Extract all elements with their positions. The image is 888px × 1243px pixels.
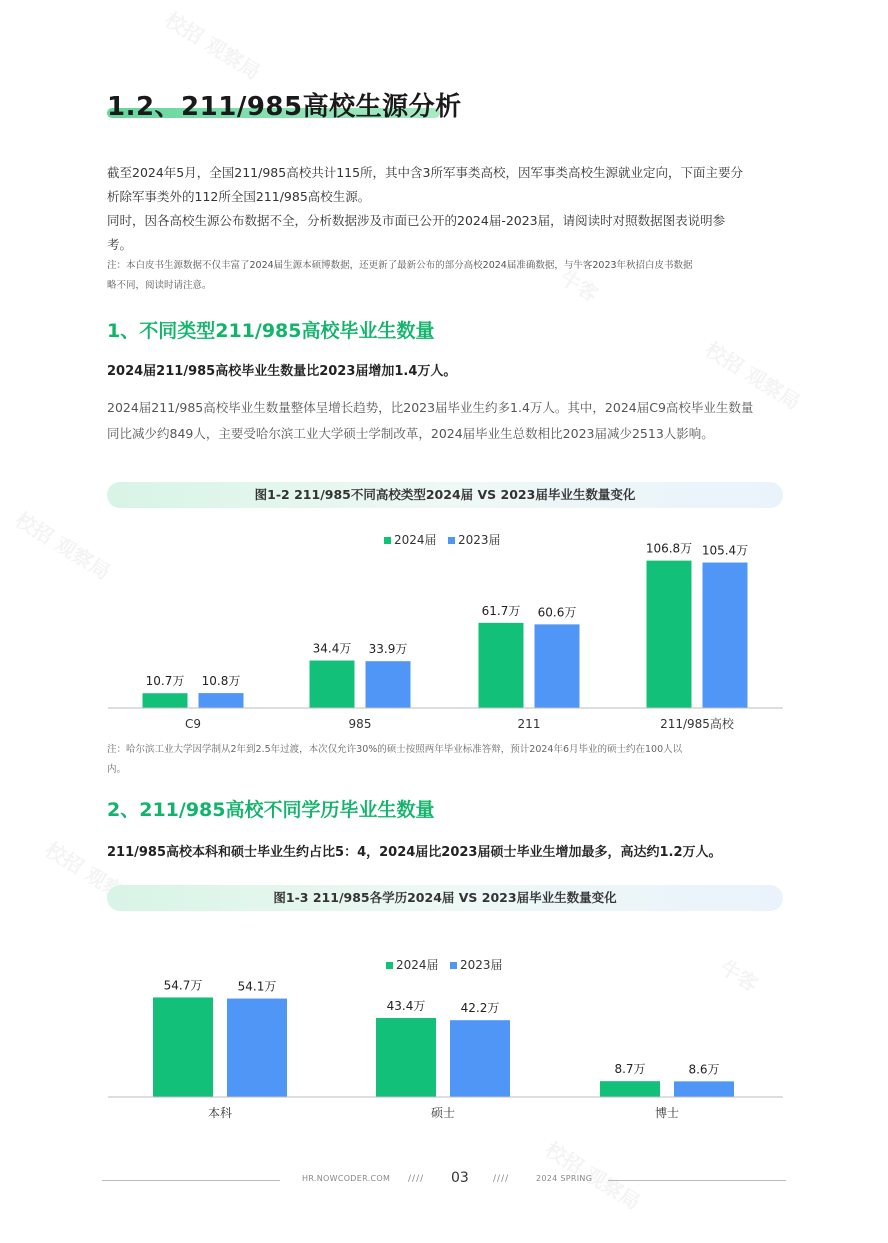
category-label: C9 bbox=[184, 717, 202, 731]
bar bbox=[703, 563, 748, 708]
bar bbox=[647, 561, 692, 708]
bar bbox=[479, 623, 524, 708]
chart-legend bbox=[384, 533, 501, 547]
data-label: 8.7万 bbox=[614, 1062, 646, 1077]
data-label: 54.1万 bbox=[237, 979, 277, 994]
legend-label: 2023届 bbox=[458, 533, 501, 547]
category-label: 211/985高校 bbox=[660, 717, 734, 731]
category-label: 本科 bbox=[207, 1106, 233, 1120]
data-label: 61.7万 bbox=[481, 603, 521, 618]
data-label: 54.7万 bbox=[163, 978, 203, 993]
intro-line: 析除军事类外的112所全国211/985高校生源。 bbox=[107, 189, 371, 204]
body-line: 同比减少约849人，主要受哈尔滨工业大学硕士学制改革，2024届毕业生总数相比2023届减少2513人影响。 bbox=[107, 426, 714, 441]
bar bbox=[376, 1018, 436, 1097]
data-label: 60.6万 bbox=[537, 605, 577, 620]
footer-site: HR.NOWCODER.COM bbox=[302, 1174, 391, 1183]
intro-note bbox=[107, 256, 783, 296]
page-number: 03 bbox=[451, 1170, 469, 1186]
intro-paragraph bbox=[107, 161, 783, 257]
chart-legend bbox=[386, 958, 503, 972]
legend-swatch bbox=[386, 962, 393, 969]
bar bbox=[153, 997, 213, 1097]
category-label: 211 bbox=[517, 717, 541, 731]
page-title: 1.2、211/985高校生源分析 bbox=[107, 92, 462, 122]
note-line: 注：哈尔滨工业大学因学制从2年到2.5年过渡，本次仅允许30%的硕士按照两年毕业标准答辩，预计2024年6月毕业的硕士约在100人以 bbox=[107, 744, 683, 755]
category-label: 985 bbox=[348, 717, 372, 731]
section-heading: 2、211/985高校不同学历毕业生数量 bbox=[107, 799, 435, 821]
footer-season: 2024 SPRING bbox=[536, 1174, 593, 1183]
intro-line: 截至2024年5月，全国211/985高校共计115所，其中含3所军事类高校，因军事类高校生源就业定向，下面主要分 bbox=[107, 165, 744, 180]
bar-chart-school-type bbox=[0, 520, 888, 745]
bar-chart-degree bbox=[0, 945, 888, 1130]
intro-line: 考。 bbox=[107, 237, 133, 252]
body-line: 2024届211/985高校毕业生数量整体呈增长趋势，比2023届毕业生约多1.4万人。其中，2024届C9高校毕业生数量 bbox=[107, 400, 754, 415]
bar bbox=[310, 661, 355, 708]
legend-label: 2023届 bbox=[460, 958, 503, 972]
bar bbox=[143, 693, 188, 708]
intro-line: 同时，因各高校生源公布数据不全，分析数据涉及市面已公开的2024届-2023届，请阅读时对照数据图表说明参 bbox=[107, 213, 726, 228]
chart-note bbox=[107, 740, 783, 780]
bar bbox=[450, 1020, 510, 1097]
section-lead: 2024届211/985高校毕业生数量比2023届增加1.4万人。 bbox=[107, 364, 457, 379]
data-label: 33.9万 bbox=[368, 642, 408, 657]
bar bbox=[366, 661, 411, 708]
legend-swatch bbox=[448, 537, 455, 544]
note-line: 略不同，阅读时请注意。 bbox=[107, 280, 212, 291]
footer-line bbox=[608, 1180, 786, 1181]
note-line: 内。 bbox=[107, 764, 127, 775]
data-label: 8.6万 bbox=[688, 1062, 720, 1077]
data-label: 10.7万 bbox=[145, 674, 185, 689]
note-line: 注：本白皮书生源数据不仅丰富了2024届生源本硕博数据，还更新了最新公布的部分高校2024届准确数据，与牛客2023年秋招白皮书数据 bbox=[107, 260, 693, 271]
bar bbox=[674, 1081, 734, 1097]
data-label: 43.4万 bbox=[386, 999, 426, 1014]
chart-title: 图1-3 211/985各学历2024届 VS 2023届毕业生数量变化 bbox=[107, 885, 783, 911]
section-heading: 1、不同类型211/985高校毕业生数量 bbox=[107, 320, 435, 342]
data-label: 42.2万 bbox=[460, 1001, 500, 1016]
watermark bbox=[160, 4, 266, 85]
bar bbox=[535, 624, 580, 708]
bar bbox=[227, 999, 287, 1097]
footer-line bbox=[102, 1180, 280, 1181]
data-label: 105.4万 bbox=[701, 543, 749, 558]
data-label: 106.8万 bbox=[645, 541, 693, 556]
chart-title: 图1-2 211/985不同高校类型2024届 VS 2023届毕业生数量变化 bbox=[107, 482, 783, 508]
section-body bbox=[107, 395, 783, 447]
category-label: 硕士 bbox=[430, 1106, 456, 1120]
footer-slashes: //// bbox=[493, 1174, 510, 1184]
bar bbox=[600, 1081, 660, 1097]
legend-label: 2024届 bbox=[396, 958, 439, 972]
category-label: 博士 bbox=[654, 1106, 680, 1120]
footer-slashes: //// bbox=[408, 1174, 425, 1184]
bar bbox=[199, 693, 244, 708]
legend-label: 2024届 bbox=[394, 533, 437, 547]
data-label: 10.8万 bbox=[201, 674, 241, 689]
legend-swatch bbox=[450, 962, 457, 969]
legend-swatch bbox=[384, 537, 391, 544]
section-lead: 211/985高校本科和硕士毕业生约占比5：4，2024届比2023届硕士毕业生增加最多，高达约1.2万人。 bbox=[107, 845, 722, 860]
data-label: 34.4万 bbox=[312, 641, 352, 656]
